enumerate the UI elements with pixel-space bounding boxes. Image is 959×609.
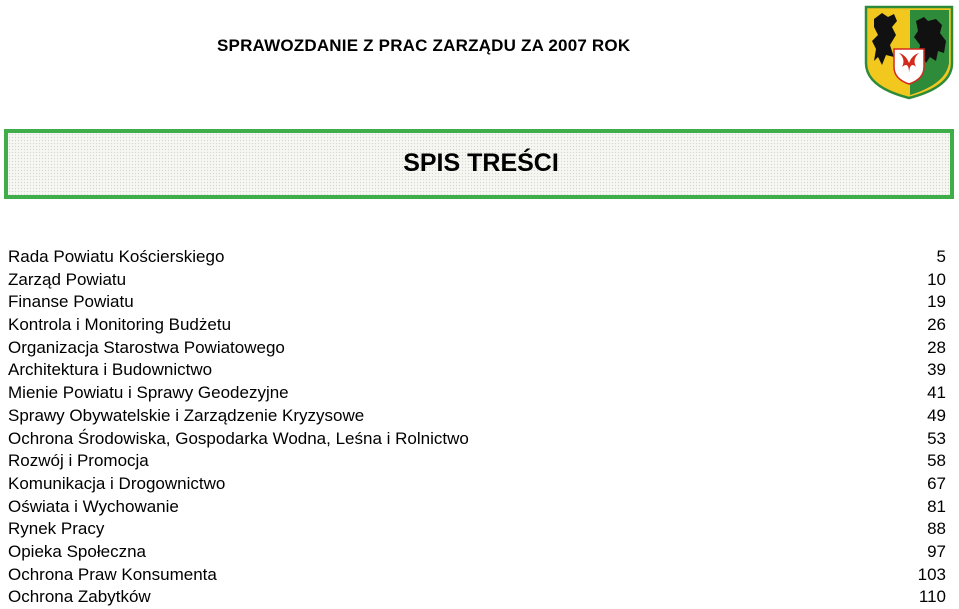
- toc-entry-page: 49: [927, 405, 946, 425]
- toc-entry[interactable]: [8, 496, 946, 519]
- toc-entry-label: Organizacja Starostwa Powiatowego: [8, 337, 285, 357]
- toc-entry-page: 39: [927, 360, 946, 380]
- toc-entry[interactable]: [8, 314, 946, 337]
- toc-entry-label: Mienie Powiatu i Sprawy Geodezyjne: [8, 383, 289, 403]
- toc-entry-page: 81: [927, 496, 946, 516]
- toc-entry[interactable]: [8, 473, 946, 496]
- table-of-contents: [8, 246, 946, 609]
- toc-entry-label: Ochrona Zabytków: [8, 587, 151, 607]
- toc-entry-label: Sprawy Obywatelskie i Zarządzenie Kryzysowe: [8, 405, 365, 425]
- toc-entry-page: 19: [927, 292, 946, 312]
- toc-entry[interactable]: [8, 518, 946, 541]
- toc-entry-label: Zarząd Powiatu: [8, 269, 127, 289]
- report-title: SPRAWOZDANIE Z PRAC ZARZĄDU ZA 2007 ROK: [217, 36, 631, 55]
- toc-entry-label: Rada Powiatu Kościerskiego: [8, 247, 225, 266]
- toc-entry[interactable]: [8, 405, 946, 428]
- toc-banner: [4, 129, 954, 199]
- toc-entry[interactable]: [8, 564, 946, 587]
- toc-entry[interactable]: [8, 359, 946, 382]
- toc-entry-page: 10: [927, 269, 946, 289]
- toc-entry-label: Finanse Powiatu: [8, 292, 134, 312]
- toc-entry[interactable]: [8, 291, 946, 314]
- toc-entry-label: Ochrona Środowiska, Gospodarka Wodna, Leśna i Rolnictwo: [8, 428, 469, 448]
- toc-entry-page: 97: [927, 541, 946, 561]
- toc-entry-page: 53: [927, 428, 946, 448]
- county-coat-of-arms-icon: [864, 5, 954, 100]
- toc-heading: SPIS TREŚCI: [403, 148, 559, 177]
- toc-entry[interactable]: [8, 428, 946, 451]
- toc-entry[interactable]: [8, 586, 946, 609]
- toc-entry-page: 28: [927, 337, 946, 357]
- toc-entry-page: 67: [927, 473, 946, 493]
- toc-entry-label: Komunikacja i Drogownictwo: [8, 473, 226, 493]
- toc-entry-label: Rynek Pracy: [8, 519, 105, 539]
- toc-entry[interactable]: [8, 450, 946, 473]
- toc-entry-label: Architektura i Budownictwo: [8, 360, 213, 380]
- toc-entry-label: Opieka Społeczna: [8, 541, 146, 561]
- toc-entry[interactable]: [8, 382, 946, 405]
- toc-entry-page: 103: [917, 564, 946, 584]
- toc-entry-page: 110: [918, 587, 946, 607]
- toc-entry[interactable]: [8, 269, 946, 292]
- toc-entry-page: 58: [927, 451, 946, 471]
- toc-entry-label: Rozwój i Promocja: [8, 451, 149, 471]
- toc-entry[interactable]: [8, 337, 946, 360]
- toc-entry[interactable]: [8, 541, 946, 564]
- toc-entry-page: 88: [927, 519, 946, 539]
- toc-entry[interactable]: [8, 246, 946, 269]
- toc-entry-label: Kontrola i Monitoring Budżetu: [8, 315, 232, 335]
- toc-entry-page: 41: [927, 383, 946, 403]
- toc-entry-label: Oświata i Wychowanie: [8, 496, 179, 516]
- toc-entry-page: 26: [927, 315, 946, 335]
- toc-entry-label: Ochrona Praw Konsumenta: [8, 564, 217, 584]
- toc-entry-page: 5: [936, 247, 946, 266]
